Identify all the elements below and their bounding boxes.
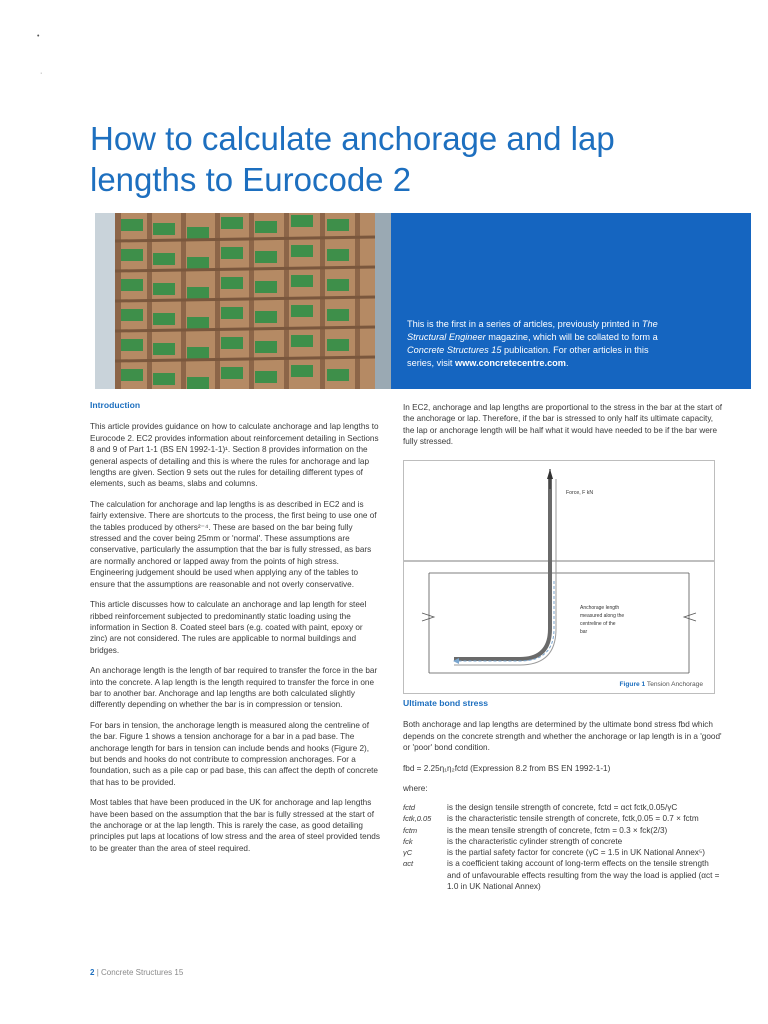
definition-symbol: fctm <box>403 825 418 835</box>
definition-row <box>403 813 723 824</box>
footer-separator: | <box>96 968 99 977</box>
right-column-intro <box>403 402 723 457</box>
building-photo <box>95 213 391 389</box>
reinforcement-bar <box>454 479 550 659</box>
definition-text: is the characteristic tensile strength of concrete, fctk,0.05 = 0.7 × fctm <box>447 814 699 824</box>
paragraph: For bars in tension, the anchorage length is measured along the centreline of the bar. Figure 1 shows a tension anchorage for a bar in a pad base. The anchorage length for bars in tension can include bends and hooks (Figure 2), but bends and hooks do not contribute to compression anchorages. For a foundation, such as a pile cap or pad base, this can affect the depth of concrete that has to be provided. <box>90 720 378 787</box>
website-link[interactable]: www.concretecentre.com <box>455 358 566 368</box>
definition-text: is the partial safety factor for concrete (γC = 1.5 in UK National Annex⁵) <box>447 848 706 858</box>
figure-caption-label: Figure 1 <box>619 681 646 688</box>
page-footer <box>90 968 183 977</box>
paragraph: Both anchorage and lap lengths are determined by the ultimate bond stress fbd which depends on the concrete strength and whether the anchorage or lap length is in a 'good' or 'poor' bond condition. <box>403 720 722 753</box>
figure-caption <box>403 681 703 688</box>
scan-speck: • <box>37 33 40 40</box>
definition-symbol: αct <box>403 859 414 869</box>
expression: fbd = 2.25η₁η₂fctd (Expression 8.2 from BS EN 1992-1-1) <box>403 763 611 773</box>
page-title: How to calculate anchorage and lap lengths to Eurocode 2 <box>90 120 615 198</box>
definition-text: is the mean tensile strength of concrete, fctm = 0.3 × fck(2/3) <box>447 825 668 835</box>
paragraph: An anchorage length is the length of bar required to transfer the force in the bar into the concrete. A lap length is the length required to transfer the force in one bar to another bar. Anchorage and lap lengths are both calculated slightly differently depending on whether the bar is in compression or tension. <box>90 666 378 710</box>
anchorage-note-line: Anchorage length <box>580 605 620 611</box>
page-number: 2 <box>90 968 95 977</box>
series-info-text: . <box>565 358 569 368</box>
paragraph: This article discusses how to calculate an anchorage and lap length for steel ribbed reinforcement subjected to predominantly static loading using the information in Section 8. Coated steel bars (e.g. coated with paint, epoxy or zinc) are not considered. The rules are applicable to normal buildings and bridges. <box>90 600 367 655</box>
definitions-list <box>403 802 723 892</box>
magazine-name: The Structural Engineer <box>407 319 658 342</box>
break-line-right <box>684 613 696 621</box>
definition-text: is the design tensile strength of concrete, fctd = αct fctk,0.05/γC <box>447 803 678 812</box>
series-info-box <box>407 318 667 370</box>
break-line-left <box>422 613 434 621</box>
definition-symbol: fctk,0.05 <box>403 814 432 824</box>
where-label: where: <box>403 784 428 794</box>
scan-speck: · <box>40 70 43 77</box>
definition-row <box>403 847 723 858</box>
definition-symbol: fck <box>403 836 413 846</box>
tension-anchorage-diagram <box>404 461 714 693</box>
bond-stress-section <box>403 698 723 803</box>
anchorage-note-line: centreline of the <box>580 621 616 627</box>
series-info-text: This is the first in a series of articles, previously printed in <box>407 319 642 329</box>
left-column <box>90 400 380 863</box>
paragraph: In EC2, anchorage and lap lengths are proportional to the stress in the bar at the start of the anchorage or lap. Therefore, if the bar is stressed to only half its ultimate capacity, the lap or anchorage length will be half what it would have needed to be if the bar were fully stressed. <box>403 403 723 447</box>
definition-text: is the characteristic cylinder strength of concrete <box>447 836 623 846</box>
figure-caption-text: Tension Anchorage <box>646 681 703 688</box>
figure-tension-anchorage <box>403 460 715 694</box>
definition-row <box>403 802 723 813</box>
footer-publication: Concrete Structures 15 <box>101 968 184 977</box>
publication-name: Concrete Structures 15 <box>407 345 502 355</box>
paragraph: Most tables that have been produced in the UK for anchorage and lap lengths have been based on the assumption that the bar is fully stressed at the start of the anchorage or at the lap length. This is rarely the case, as good detailing principles put laps at locations of low stress and the area of steel provided tends to be greater than the area of steel required. <box>90 798 380 853</box>
anchorage-note-line: measured along the <box>580 613 625 619</box>
paragraph: This article provides guidance on how to calculate anchorage and lap lengths to Eurocode 2. EC2 provides information about reinforcement detailing in Sections 8 and 9 of Part 1-1 (BS EN 1992-1-1)¹. Section 8 provides information on the general aspects of detailing and this is where the rules for anchorage and lap lengths are given. Section 9 sets out the rules for detailing different types of elements, such as beams, slabs and columns. <box>90 422 379 489</box>
definition-text: is a coefficient taking account of long-term effects on the tensile strength and of unfavourable effects resulting from the way the load is applied (αct = 1.0 in UK National Annex) <box>447 859 720 892</box>
series-info-text: publication. For other articles in this series, visit <box>407 345 649 368</box>
paragraph: The calculation for anchorage and lap lengths is as described in EC2 and is fairly extensive. There are shortcuts to the process, the first being to use one of the tables produced by others²⁻⁴. These are based on the bar being fully stressed and the cover being 25mm or 'normal'. These assumptions are conservative, particularly the assumption that the bar is fully stressed, as bars are normally anchored or lapped away from the points of high stress. Engineering judgement should be used when applying any of the tables to ensure that the assumptions are reasonable and not overly conservative. <box>90 499 377 589</box>
definition-row <box>403 858 723 892</box>
building-photo-image <box>95 213 391 389</box>
definition-row <box>403 836 723 847</box>
series-info-text: magazine, which will be collated to form a <box>485 332 658 342</box>
anchorage-length-centreline <box>459 581 554 661</box>
section-heading-bond-stress: Ultimate bond stress <box>403 698 489 708</box>
section-heading-introduction: Introduction <box>90 400 141 410</box>
force-label: Force, F kN <box>566 490 594 496</box>
bar-edge <box>454 479 556 665</box>
definition-symbol: γC <box>403 848 413 858</box>
anchorage-note-line: bar <box>580 629 588 635</box>
definition-symbol: fctd <box>403 803 416 812</box>
definition-row <box>403 825 723 836</box>
